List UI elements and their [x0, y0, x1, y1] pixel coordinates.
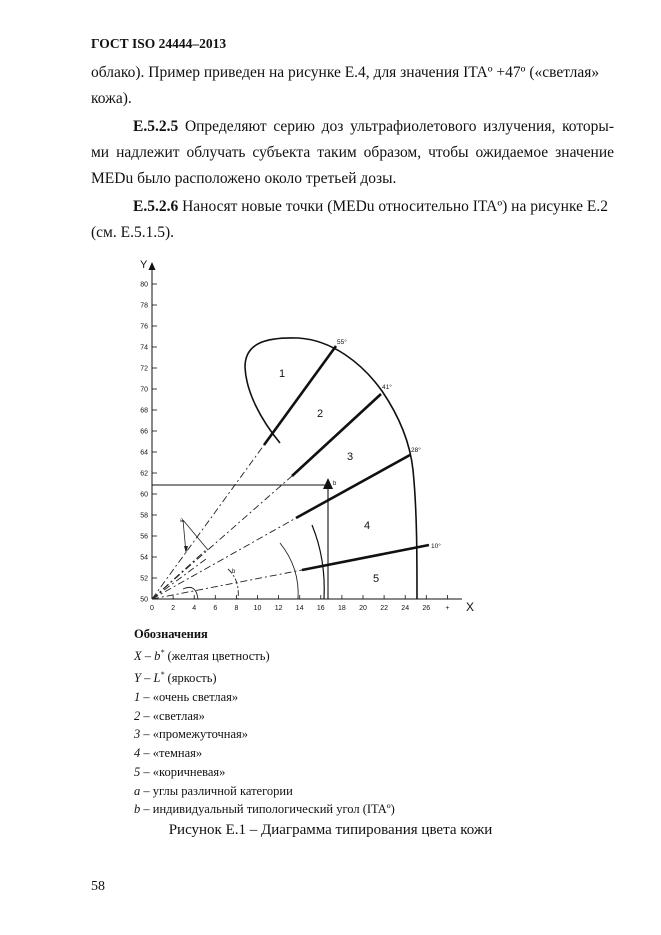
- dimension-leader-a2: [183, 520, 208, 550]
- angle-label-28: 28°: [411, 447, 421, 454]
- x-tick-label: 16: [316, 605, 325, 612]
- y-tick-label: 66: [140, 428, 148, 436]
- angle-ray-28: [152, 518, 296, 599]
- e525-line-3: MEDu было расположено около третьей дозы.: [91, 170, 397, 187]
- x-tick-label: 20: [359, 605, 367, 612]
- x-tick-label: 18: [338, 605, 346, 612]
- category-boundary-28: [296, 455, 410, 518]
- angle-arc-outer: [312, 525, 324, 599]
- legend-item: 3 – «промежуточная»: [134, 727, 249, 742]
- label-b: b: [232, 569, 236, 575]
- x-tick-label: 8: [234, 605, 239, 612]
- x-tick-label: 26: [422, 605, 431, 612]
- y-tick-label: 62: [140, 470, 148, 478]
- angle-ray-55: [152, 445, 264, 599]
- legend: [134, 625, 395, 819]
- y-tick-label: 76: [140, 323, 148, 331]
- angle-label-10: 10°: [431, 543, 441, 550]
- e525-line-1-text: Определяют серию доз ультрафиолетового излучения, которы-: [184, 118, 614, 135]
- page-number: 58: [91, 879, 105, 894]
- sample-point-arrow: [323, 478, 333, 489]
- angle-ray-41: [152, 476, 292, 599]
- angle-arc-small: [183, 587, 198, 599]
- x-tick-label: 0: [150, 605, 154, 612]
- angle-ray-b: [152, 559, 206, 599]
- e525-number: E.5.2.5: [133, 118, 179, 135]
- intro-line-2: кожа).: [91, 90, 132, 107]
- x-tick-label: 2: [171, 605, 176, 612]
- y-tick-label: 54: [140, 554, 148, 562]
- category-boundary-41: [292, 394, 381, 476]
- e525-line-2: ми надлежит облучать субъекта таким образом, чтобы ожидаемое значение: [91, 144, 614, 161]
- angle-ray-10: [152, 570, 302, 599]
- legend-y-axis: Y – L* (яркость): [134, 669, 217, 685]
- figure-caption: Рисунок E.1 – Диаграмма типирования цвета кожи: [168, 822, 493, 838]
- region-label-4: 4: [364, 520, 371, 532]
- y-tick-label: 64: [140, 449, 148, 457]
- label-a: a: [180, 518, 184, 524]
- legend-item: 5 – «коричневая»: [134, 764, 226, 779]
- x-tick-label: 12: [274, 605, 283, 612]
- legend-item: b – индивидуальный типологический угол (ITAº): [134, 802, 395, 817]
- y-tick-label: 72: [140, 365, 148, 373]
- region-label-3: 3: [347, 451, 354, 463]
- y-tick-label: 74: [140, 344, 148, 352]
- y-tick-label: 52: [140, 575, 148, 583]
- category-boundary-55: [264, 346, 336, 445]
- y-tick-label: 60: [140, 491, 148, 499]
- x-tick-label: 4: [192, 605, 197, 612]
- arrowhead-a: [184, 546, 188, 553]
- angle-label-41: 41°: [382, 384, 392, 391]
- angle-label-55: 55°: [337, 339, 347, 346]
- x-tick-label: 22: [380, 605, 388, 612]
- legend-item: 2 – «светлая»: [134, 708, 205, 723]
- x-tick-label: 14: [295, 605, 304, 612]
- e526-number: E.5.2.6: [133, 198, 179, 215]
- angle-ray-a: [152, 549, 207, 599]
- y-tick-label: 78: [140, 302, 148, 310]
- legend-item: a – углы различной категории: [134, 783, 293, 798]
- y-axis-arrow: [149, 262, 156, 270]
- x-tick-label: 6: [213, 605, 218, 612]
- y-tick-label: 80: [140, 281, 148, 289]
- region-label-2: 2: [317, 408, 324, 420]
- y-tick-label: 68: [140, 407, 148, 415]
- x-axis-label: X: [466, 600, 475, 614]
- document-header: ГОСТ ISO 24444–2013: [91, 36, 227, 51]
- x-tick-label: 24: [401, 605, 410, 612]
- gamut-boundary: [245, 338, 417, 599]
- sample-point-label: b: [333, 481, 337, 487]
- y-tick-label: 70: [140, 386, 148, 394]
- y-tick-label: 58: [140, 512, 148, 520]
- e526-line-1-text: Наносят новые точки (MEDu относительно ITAº) на рисунке E.2: [182, 198, 608, 215]
- x-tick-label: +: [445, 605, 450, 612]
- legend-item: 1 – «очень светлая»: [134, 689, 239, 704]
- legend-item: 4 – «темная»: [134, 746, 203, 761]
- legend-x-axis: X – b* (желтая цветность): [134, 647, 270, 663]
- x-tick-label: 10: [253, 605, 262, 612]
- e526-line-2: (см. E.5.1.5).: [91, 224, 174, 241]
- intro-line-1: облако). Пример приведен на рисунке E.4, для значения ITAº +47º («светлая»: [91, 64, 600, 81]
- y-tick-label: 56: [140, 533, 148, 541]
- y-tick-label: 50: [140, 596, 148, 604]
- legend-title: Обозначения: [134, 627, 208, 641]
- region-label-5: 5: [373, 573, 380, 585]
- y-axis-label: Y: [140, 259, 148, 271]
- region-label-1: 1: [279, 368, 286, 380]
